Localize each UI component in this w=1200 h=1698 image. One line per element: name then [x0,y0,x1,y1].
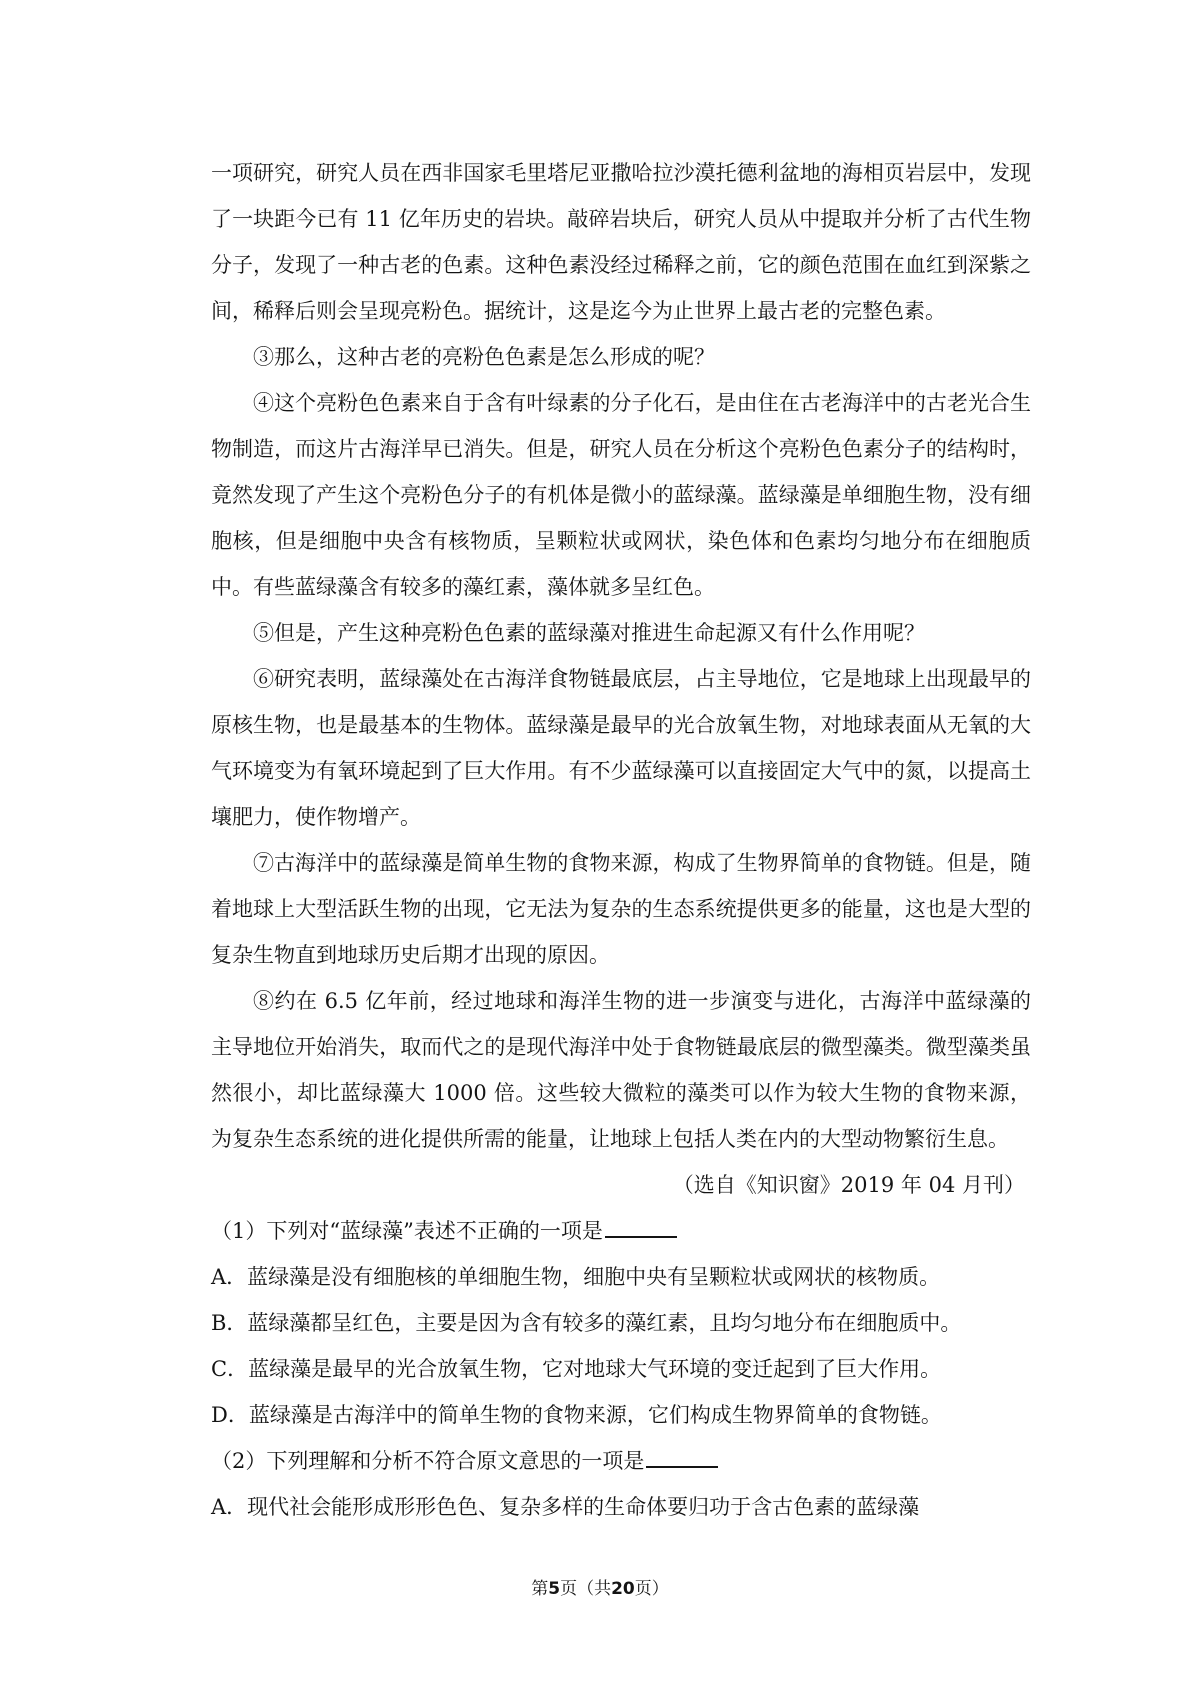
footer-page-number: 5 [548,1579,561,1599]
question-2-option-a: A．现代社会能形成形形色色、复杂多样的生命体要归功于含古色素的蓝绿藻 [211,1495,920,1519]
passage-paragraph-2-continued: 一项研究，研究人员在西非国家毛里塔尼亚撒哈拉沙漠托德利盆地的海相页岩层中，发现了一块距今已有 11 亿年历史的岩块。敲碎岩块后，研究人员从中提取并分析了古代生物分子，发现了一种古老的色素。这种色素没经过稀释之前，它的颜色范围在血红到深紫之间，稀释后则会呈现亮粉色。据统计，这是迄今为止世界上最古老的完整色素。 [211,161,1031,323]
passage-paragraph-8: ⑧约在 6.5 亿年前，经过地球和海洋生物的进一步演变与进化，古海洋中蓝绿藻的主导地位开始消失，取而代之的是现代海洋中处于食物链最底层的微型藻类。微型藻类虽然很小，却比蓝绿藻大 1000 倍。这些较大微粒的藻类可以作为较大生物的食物来源，为复杂生态系统的进化提供所需的能量，让地球上包括人类在内的大型动物繁衍生息。 [211,989,1031,1151]
footer-middle: 页（共 [560,1579,612,1599]
passage-paragraph-4: ④这个亮粉色色素来自于含有叶绿素的分子化石，是由住在古老海洋中的古老光合生物制造，而这片古海洋早已消失。但是，研究人员在分析这个亮粉色色素分子的结构时，竟然发现了产生这个亮粉色分子的有机体是微小的蓝绿藻。蓝绿藻是单细胞生物，没有细胞核，但是细胞中央含有核物质，呈颗粒状或网状，染色体和色素均匀地分布在细胞质中。有些蓝绿藻含有较多的藻红素，藻体就多呈红色。 [211,391,1031,599]
reading-passage [211,150,1031,1530]
question-1-option-c: C．蓝绿藻是最早的光合放氧生物，它对地球大气环境的变迁起到了巨大作用。 [211,1357,942,1381]
footer-total-pages: 20 [611,1579,635,1599]
page-footer [0,1578,1200,1600]
footer-suffix: 页） [634,1579,669,1599]
question-1 [211,1208,1031,1438]
passage-paragraph-6: ⑥研究表明，蓝绿藻处在古海洋食物链最底层，占主导地位，它是地球上出现最早的原核生物，也是最基本的生物体。蓝绿藻是最早的光合放氧生物，对地球表面从无氧的大气环境变为有氧环境起到了巨大作用。有不少蓝绿藻可以直接固定大气中的氮，以提高土壤肥力，使作物增产。 [211,667,1031,829]
question-2 [211,1438,1031,1530]
question-1-stem [211,1208,1031,1254]
footer-prefix: 第 [531,1579,549,1599]
question-1-option-a: A．蓝绿藻是没有细胞核的单细胞生物，细胞中央有呈颗粒状或网状的核物质。 [211,1265,941,1289]
question-1-option-b: B．蓝绿藻都呈红色，主要是因为含有较多的藻红素，且均匀地分布在细胞质中。 [211,1311,962,1335]
passage-paragraph-3: ③那么，这种古老的亮粉色色素是怎么形成的呢？ [253,345,715,369]
passage-source: （选自《知识窗》2019 年 04 月刊） [672,1173,1025,1197]
passage-paragraph-5: ⑤但是，产生这种亮粉色色素的蓝绿藻对推进生命起源又有什么作用呢？ [253,621,925,645]
passage-paragraph-7: ⑦古海洋中的蓝绿藻是简单生物的食物来源，构成了生物界简单的食物链。但是，随着地球上大型活跃生物的出现，它无法为复杂的生态系统提供更多的能量，这也是大型的复杂生物直到地球历史后期才出现的原因。 [211,851,1031,967]
answer-blank-1[interactable] [605,1216,677,1238]
question-2-stem-text: （2）下列理解和分析不符合原文意思的一项是 [211,1449,645,1473]
answer-blank-2[interactable] [646,1446,718,1468]
question-1-option-d: D．蓝绿藻是古海洋中的简单生物的食物来源，它们构成生物界简单的食物链。 [211,1403,942,1427]
question-1-stem-text: （1）下列对“蓝绿藻”表述不正确的一项是 [211,1219,603,1243]
question-2-stem [211,1438,1031,1484]
